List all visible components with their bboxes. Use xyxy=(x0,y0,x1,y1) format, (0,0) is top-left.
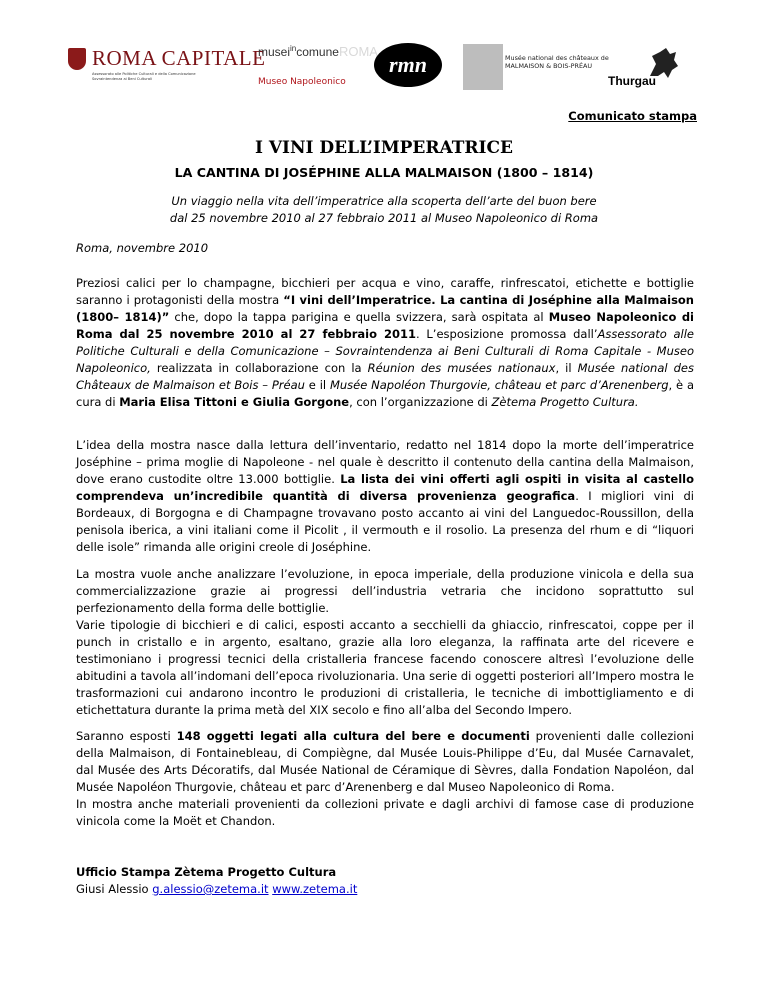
evolution-text-b: Varie tipologie di bicchieri e di calici, esposti accanto a secchielli da ghiaccio, rinfrescatoi, coppe per il punch in cristallo e in argento, esaltano, grazie alla loro eleganza, la raffinata arte del ricevere e testimoniano i progressi tecnici della cristalleria francese facendo conoscere altresì l’evoluzione delle abitudini a tavola all’indomani dell’epoca rivoluzionaria. Una serie di oggetti posteriori all’Impero mostra le trasformazioni cui andarono incontro le produzioni di cristalleria, le tecniche di imbottigliamento e di etichettatura durante la prima metà del XIX secolo e fino all’alba del Secondo Impero. xyxy=(76,618,694,717)
malmaison-line2: MALMAISON & BOIS-PRÉAU xyxy=(505,62,593,70)
paragraph-idea xyxy=(76,437,694,556)
text-span: , è a cura di xyxy=(76,378,695,409)
text-span: , il xyxy=(555,361,578,375)
press-contact xyxy=(76,882,357,896)
tagline-line2: dal 25 novembre 2010 al 27 febbraio 2011 al Museo Napoleonico di Roma xyxy=(169,211,599,225)
venue-dates: Museo Napoleonico di Roma dal 25 novembre 2010 al 27 febbraio 2011 xyxy=(76,310,694,341)
organizer: Zètema Progetto Cultura. xyxy=(491,395,639,409)
text-span: realizzata in collaborazione con la xyxy=(150,361,368,375)
paragraph-objects xyxy=(76,728,694,830)
text-span: che, dopo la tappa parigina e quella svizzera, sarà ospitata al xyxy=(169,310,549,324)
exhibition-title: “I vini dell’Imperatrice. La cantina di Joséphine alla Malmaison (1800– 1814)” xyxy=(76,293,694,324)
musei-in-comune-logo xyxy=(258,44,378,92)
roma-shield-icon xyxy=(68,48,86,70)
text-span: provenienti dalle collezioni della Malmaison, di Fontainebleau, di Compiègne, dal Musée Louis-Philippe d’Eu, dal Musée Carnavalet, dal Musée des Arts Décoratifs, dal Musée National de Céramique di Sèvres, dalla Fondation Napoléon, dal Musée Napoléon Thurgovie, château et parc d’Arenenberg e dal Museo Napoleonico di Roma. xyxy=(76,729,694,794)
text-span: L’idea della mostra nasce dalla lettura dell’inventario, redatto nel 1814 dopo la morte dell’imperatrice Joséphine – prima moglie di Napoleone - nel quale è descritto il contenuto della cantina della Malmaison, dove erano custodite oltre 13.000 bottiglie. xyxy=(76,438,694,486)
page-subtitle: LA CANTINA DI JOSÉPHINE ALLA MALMAISON (1800 – 1814) xyxy=(174,165,594,180)
comune-word: comune xyxy=(296,45,339,59)
website-link[interactable]: www.zetema.it xyxy=(272,882,358,896)
partner-arenenberg: Musée Napoléon Thurgovie, château et parc d’Arenenberg xyxy=(329,378,669,392)
partner-rmn: Réunion des musées nationaux xyxy=(367,361,556,375)
roma-watermark: ROMA xyxy=(338,44,378,59)
roma-capitale-logo xyxy=(68,44,266,92)
thurgau-logo xyxy=(608,44,688,92)
text-span: . L’esposizione promossa dall’ xyxy=(416,327,598,341)
text-span: e il xyxy=(304,378,330,392)
text-span: , con l’organizzazione di xyxy=(349,395,492,409)
page-title: I VINI DELL’IMPERATRICE xyxy=(255,138,513,158)
text-span: Preziosi calici per lo champagne, bicchieri per acqua e vino, caraffe, rinfrescatoi, etichette e bottiglie saranno i protagonisti della mostra xyxy=(76,276,694,307)
text-span: Saranno esposti xyxy=(76,729,177,743)
email-link[interactable]: g.alessio@zetema.it xyxy=(152,882,269,896)
chateau-image xyxy=(463,44,503,90)
roma-capitale-sub: Assessorato alle Politiche Culturali e della Comunicazione Sovraintendenza ai Beni Culturali xyxy=(92,72,196,81)
paragraph-evolution xyxy=(76,566,694,719)
tagline-line1: Un viaggio nella vita dell’imperatrice alla scoperta dell’arte del buon bere xyxy=(171,194,597,208)
museo-napoleonico-label: Museo Napoleonico xyxy=(258,77,346,87)
promoter: Assessorato alle Politiche Culturali e della Comunicazione – Sovraintendenza ai Beni Culturali di Roma Capitale - Museo Napoleonico, xyxy=(76,327,694,375)
malmaison-line1: Musée national des châteaux de xyxy=(505,54,609,62)
evolution-text-a: La mostra vuole anche analizzare l’evoluzione, in epoca imperiale, della produzione vinicola e della sua commercializzazione grazie ai progressi dell’industria vetraria che incidono soprattutto sul perfezionamento della forma delle bottiglie. xyxy=(76,567,694,615)
logo-bar xyxy=(0,40,768,100)
malmaison-logo xyxy=(463,44,609,92)
wine-list-highlight: La lista dei vini offerti agli ospiti in visita al castello comprendeva un’incredibile quantità di diversa provenienza geografica xyxy=(76,472,694,503)
curators: Maria Elisa Tittoni e Giulia Gorgone xyxy=(119,395,350,409)
text-span: . I migliori vini di Bordeaux, di Borgogna e di Champagne trovavano posto accanto ai vini del Languedoc-Roussillon, della penisola iberica, a vini italiani come il Picolit , il vermouth e il rosolio. La presenza del rhum e di “liquori delle isole” rimanda alle origini creole di Joséphine. xyxy=(76,489,695,554)
roma-capitale-name: ROMA CAPITALE xyxy=(92,46,266,70)
press-office-heading: Ufficio Stampa Zètema Progetto Cultura xyxy=(76,865,337,879)
objects-private-collections: In mostra anche materiali provenienti da collezioni private e dagli archivi di famose case di produzione vinicola come la Moët et Chandon. xyxy=(76,797,694,828)
objects-highlight: 148 oggetti legati alla cultura del bere e documenti xyxy=(176,729,530,743)
partner-malmaison: Musée national des Châteaux de Malmaison et Bois – Préau xyxy=(76,361,694,392)
contact-name: Giusi Alessio xyxy=(76,882,153,896)
dateline: Roma, novembre 2010 xyxy=(76,241,209,255)
tagline xyxy=(60,193,708,227)
thurgau-text: Thurgau xyxy=(608,74,656,88)
rmn-logo xyxy=(372,40,444,90)
paragraph-intro xyxy=(76,275,694,411)
rmn-text: rmn xyxy=(389,52,427,77)
comunicato-stampa-label: Comunicato stampa xyxy=(568,109,697,123)
in-word: in xyxy=(290,44,297,53)
musei-word: musei xyxy=(258,45,291,59)
